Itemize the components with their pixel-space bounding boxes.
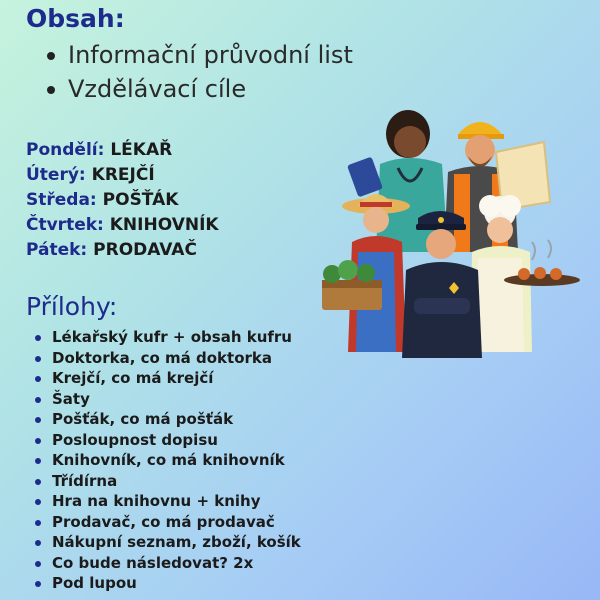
weekly-schedule (26, 138, 219, 263)
prilohy-item: Pošťák, co má pošťák (34, 409, 301, 430)
prilohy-item: Prodavač, co má prodavač (34, 512, 301, 533)
schedule-row-friday (26, 238, 219, 263)
day-label: Čtvrtek: (26, 215, 104, 235)
doctor-figure (347, 110, 448, 252)
day-label: Pátek: (26, 240, 88, 260)
obsah-item: Vzdělávací cíle (44, 72, 353, 106)
prilohy-item: Šaty (34, 389, 301, 410)
schedule-row-tuesday (26, 163, 219, 188)
prilohy-item: Lékařský kufr + obsah kufru (34, 327, 301, 348)
prilohy-item: Hra na knihovnu + knihy (34, 491, 301, 512)
prilohy-item: Co bude následovat? 2x (34, 553, 301, 574)
chef-figure (470, 195, 580, 352)
profession-label: LÉKAŘ (110, 140, 173, 160)
obsah-item: Informační průvodní list (44, 38, 353, 72)
day-label: Středa: (26, 190, 97, 210)
schedule-row-thursday (26, 213, 219, 238)
day-label: Pondělí: (26, 140, 105, 160)
profession-label: KNIHOVNÍK (109, 215, 219, 235)
schedule-row-wednesday (26, 188, 219, 213)
prilohy-item: Třídírna (34, 471, 301, 492)
prilohy-heading: Přílohy: (26, 292, 118, 321)
prilohy-item: Posloupnost dopisu (34, 430, 301, 451)
obsah-heading: Obsah: (26, 4, 125, 33)
professions-group-illustration (318, 102, 580, 358)
prilohy-item: Doktorka, co má doktorka (34, 348, 301, 369)
profession-label: POŠŤÁK (102, 190, 179, 210)
prilohy-item: Pod lupou (34, 573, 301, 594)
profession-label: KREJČÍ (91, 165, 155, 185)
prilohy-item: Krejčí, co má krejčí (34, 368, 301, 389)
profession-label: PRODAVAČ (93, 240, 197, 260)
obsah-list (44, 38, 353, 106)
schedule-row-monday (26, 138, 219, 163)
prilohy-item: Nákupní seznam, zboží, košík (34, 532, 301, 553)
day-label: Úterý: (26, 165, 86, 185)
prilohy-list (34, 327, 301, 594)
prilohy-item: Knihovník, co má knihovník (34, 450, 301, 471)
